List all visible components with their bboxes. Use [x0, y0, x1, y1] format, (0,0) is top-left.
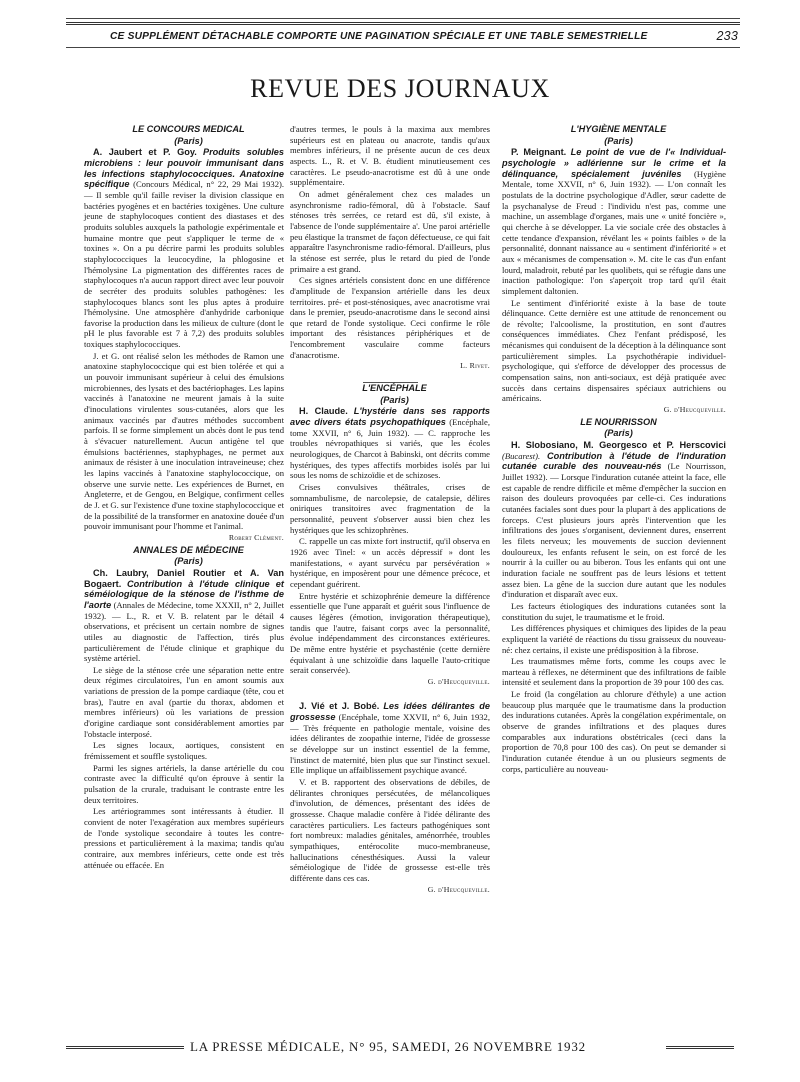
article-body: (Annales de Médecine, tome XXXII, n° 2, Juillet 1932). — L., R. et V. B. relatent par le détail 4 observations, et précisent un certain nombre de signes utiles au diagnostic de l'affection, tirés plus particulièrement de l'étude clinique et graphique du système artériel.	[84, 599, 284, 664]
article-authors: H. Claude.	[299, 406, 348, 417]
article-paragraph: Les facteurs étiologiques des indurations cutanées sont la constitution du sujet, le traumatisme et le froid.	[502, 600, 726, 622]
article-abstract	[84, 568, 284, 664]
article-signature: G. d'Heucqueville.	[663, 405, 726, 415]
article-authors: P. Meignant.	[511, 147, 567, 158]
article-authors: J. Vié et J. Bobé.	[299, 701, 380, 712]
article-authors: Ch. Laubry, Daniel Routier et A. Van Bogaert.	[84, 567, 284, 589]
article-signature: L. Rivet.	[460, 361, 490, 371]
header-text: CE SUPPLÉMENT DÉTACHABLE COMPORTE UNE PAGINATION SPÉCIALE ET UNE TABLE SEMESTRIELLE	[110, 31, 648, 42]
journal-name: LE NOURRISSON	[580, 416, 657, 427]
footer-rule-right	[666, 1046, 734, 1049]
article-paragraph: Les artériogrammes sont intéressants à étudier. Il convient de noter l'exagération aux membres supérieurs de l'onde systolique secondaire à toutes les contre-pressions et particulièrement à la maxima; tandis qu'au contraire, aux membres inférieurs, cette onde est très atténuée ou effacée. En	[84, 806, 284, 870]
article-abstract	[84, 147, 284, 349]
journal-city: (Paris)	[380, 394, 409, 405]
article-paragraph: On admet généralement chez ces malades un asynchronisme radio-fémoral, dû à l'obstacle. Sauf sténoses très serrées, ce retard est dû, s'il existe, à l'absence de l'onde supplémentaire a'. Une paroi artérielle peu élastique la transmet de façon défectueuse, ce qui fait apparaître l'asynchronisme radio-fémoral. D'ailleurs, plus la sténose est serrée, plus le retard du pied de l'onde primaire a est grand.	[290, 188, 490, 274]
article-title: Produits solubles microbiens : leur pouvoir immunisant dans les infections staphylococciques. Anatoxine spécifique	[84, 147, 284, 190]
journal-name: L'ENCÉPHALE	[362, 383, 427, 394]
article-title: Le point de vue de l'« Individual-psychologie » adlérienne sur le crime et la délinquance, spécialement juvéniles	[502, 147, 726, 179]
article-body: (Hygiène Mentale, tome XXVII, n° 6, Juin 1932). — L'on connaît les postulats de la doctrine psychologique d'Adler, sœur cadette de la psychanalyse de Freud : l'individu n'est pas, comme une machine, un assemblage d'organes, mais une « unité foncière », qui cherche à se développer. La vie sociale crée des obstacles à cette tendance d'expansion, révélant les « points faibles » de la personnalité, donnant naissance au « sentiment d'infériorité » et aux « mécanismes de compensation ». M. cite le cas d'un enfant lourd, maladroit, rebuté par les quolibets, qui se réfugie dans une inaction pathologique: l'on s'aperçoit trop tard qu'il était simplement daltonien.	[502, 168, 726, 296]
article-paragraph: Entre hystérie et schizophrénie demeure la différence essentielle que l'une apparaît et guérit sous l'influence de causes légères (émotion, invigoration thérapeutique), tandis que l'autre, faisant corps avec la personnalité, évolue indépendamment des circonstances extérieures. De même entre hystérie et psychasténie (cette dernière équivalant à une schizoïdie dans laquelle l'auto-critique serait conservée).	[290, 590, 490, 676]
article-body: (Le Nourrisson, Juillet 1932). — Lorsque l'induration cutanée atteint la face, elle est capable de rendre difficile et même d'empêcher la succion en raison des douleurs provoquées par celle-ci. Ces indurations cutanées faciales sont dues pour la plupart à des applications de forceps. C'est plusieurs jours après l'intervention que les infiltrations des joues s'organisent, deviennent dures, enserrent les filets nerveux; les mouvements de succion deviennent douloureux, les enfants refusent le sein, on est forcé de les nourrir à la cuiller ou au biberon. Tous les enfants qui ont une induration faciale ne souffrent pas de leurs lésions et tettent assez bien. La gêne de la succion dure autant que les nodules d'induration et disparaît avec eux.	[502, 461, 726, 600]
top-rule-thin	[66, 18, 740, 19]
column-middle	[290, 124, 490, 896]
footer-text: LA PRESSE MÉDICALE, N° 95, SAMEDI, 26 NOVEMBRE 1932	[190, 1039, 586, 1054]
article-title: Contribution à l'étude de l'induration cutanée curable des nouveau-nés	[502, 450, 726, 472]
column-left	[84, 124, 284, 871]
article-authors: H. Slobosiano, M. Georgesco et P. Herscovici	[511, 440, 726, 451]
journal-name: L'HYGIÈNE MENTALE	[570, 124, 667, 134]
article-paragraph: Les signes locaux, aortiques, consistent en frémissement et souffle systoliques.	[84, 740, 284, 762]
journal-city: (Paris)	[604, 135, 633, 146]
running-header	[60, 29, 740, 45]
running-footer	[60, 1039, 740, 1053]
article-place: (Bucarest).	[502, 450, 541, 461]
article-paragraph: C. rappelle un cas mixte fort instructif, qu'il observa en 1926 avec Tinel: « un accès dépressif » dont les manifestations, « ayant survécu par persévération » hystérique, en imposèrent pour une démence précoce, et cependant guérirent.	[290, 536, 490, 589]
footer-rule-left	[66, 1046, 184, 1049]
top-rule-double	[66, 22, 740, 25]
article-abstract	[502, 440, 726, 600]
article-paragraph: Le froid (la congélation au chlorure d'éthyle) a une action beaucoup plus marquée que le traumatisme dans la production des indurations cutanées. Après la congélation expérimentale, on observe de grandes infiltrations et des plaques dures comparables aux indurations obstétricales (ceci dans la proportion de 70,8 pour 100 des cas). On peut se demander si l'induration cutanée étendue à un ou plusieurs segments de corps, particulière au nouveau-	[502, 689, 726, 774]
article-paragraph: Parmi les signes artériels, la danse artérielle du cou contraste avec la difficulté qu'on éprouve à sentir la pulsation de la crurale, traduisant le contraste entre les deux territoires.	[84, 762, 284, 805]
header-rule	[66, 47, 740, 48]
journal-name: ANNALES DE MÉDECINE	[133, 544, 244, 555]
article-paragraph: Le sentiment d'infériorité existe à la base de toute délinquance. Cette dernière est une attitude de renoncement ou de révolte; l'alcoolisme, la prostitution, en sont d'autres conséquences immédiates. Chez l'enfant prédisposé, les mécanismes qui conduisent de la déception à la délinquance sont particulièrement simples. La psychothérapie individuel-psychologique, qui s'efforce de développer des processus de compensation sains, non anti-sociaux, est déjà pratiquée avec succès dans certains dispensaires spéciaux autrichiens ou américains.	[502, 297, 726, 404]
article-signature: Robert Clément.	[228, 532, 284, 542]
article-paragraph: Ces signes artériels consistent donc en une différence d'amplitude de l'expansion artérielle dans les deux territoires. pré- et post-sténosiques, avec anacrotisme vrai dans le premier, pseudo-anacrotisme dans le second ainsi que retard de l'onde systolique. Ceci confirme le rôle important des résistances périphériques et de l'encombrement vasculaire comme facteurs d'anacrotisme.	[290, 275, 490, 360]
article-paragraph: J. et G. ont réalisé selon les méthodes de Ramon une anatoxine staphylococcique qui est bien tolérée et qui a un pouvoir immunisant supérieur à celui des émulsions microbiennes, des lysats et des bactériophages. Les lapins vaccinés à l'anatoxine ne meurent jamais à la suite d'inoculations virulentes sous-cutanées, alors que les animaux vaccinés par d'autres méthodes succombent parfois. Il se forme simplement un abcès dont le pus tend à s'évacuer naturellement. Aucun antigène tel que émulsions bactériennes, staphyphages, ne permet aux animaux de résister à une inoculation intraveineuse; chez les lapins vaccinés à l'anatoxine staphylococcique, on observe une survie nette. Les expériences de Burnet, en Angleterre, et de Gengou, en Belgique, confirment celles de J. et G. sur l'existence d'une toxine staphylococcique et de la possibilité de la transformer en anatoxine douée d'un pouvoir immunisant pour l'homme et l'animal.	[84, 350, 284, 532]
article-abstract	[502, 147, 726, 296]
article-paragraph: Crises convulsives théâtrales, crises de somnambulisme, de narcolepsie, de catalepsie, délires oniriques transitoires avec fragmentation de la personnalité, peuvent s'observer aussi bien chez les hystériques que les schizophrènes.	[290, 482, 490, 535]
journal-city: (Paris)	[604, 428, 633, 439]
journal-city: (Paris)	[174, 135, 203, 146]
article-body: (Encéphale, tome XXVII, n° 6, Juin 1932). — C. rapproche les troubles névropathiques si variés, que les écoles neurologiques, de Charcot à Babinski, ont décrits comme hystériques, des types affectifs morbides isolés par lui sous les noms de schizoïdie et de schizoses.	[290, 417, 490, 481]
article-abstract	[290, 406, 490, 481]
journal-name: LE CONCOURS MEDICAL	[132, 124, 245, 134]
article-paragraph: V. et B. rapportent des observations de débiles, de délirantes chroniques persécutées, de mélancoliques d'involution, de démences, présentant des idées de grossesse. Chaque maladie confère à l'idée délirante des caractères particuliers. Les facteurs pathogéniques sont fort nombreux: maladies génitales, aménorrhée, troubles sympathiques, entérocolite muco-membraneuse, hallucinations cénesthésiques. Aussi la valeur séméiologique de l'idée de grossesse est-elle très différente dans ces cas.	[290, 777, 490, 883]
page-number: 233	[716, 29, 738, 43]
article-signature: G. d'Heucqueville.	[427, 676, 490, 686]
article-abstract	[290, 701, 490, 776]
journal-city: (Paris)	[174, 556, 203, 567]
column-right	[502, 124, 726, 775]
article-title: Contribution à l'étude clinique et séméiologique de la sténose de l'isthme de l'aorte	[84, 578, 284, 610]
page-title: REVUE DES JOURNAUX	[250, 74, 550, 103]
article-title: Les idées délirantes de grossesse	[290, 701, 490, 723]
article-body: (Concours Médical, n° 22, 29 Mai 1932). — Il semble qu'il faille reviser la division classique en bactéries pyogènes et en bactéries toxigènes. Une culture jeune de staphylocoques contient des diastases et des produits solubles auxquels la pathologie expérimentale et humaine montre que peut s'appliquer le terme de « toxines ». On a pu décrire parmi les produits solubles staphylococciques la leucocydine, la phlogosine et l'hémolysine La pigmentation des différentes races de staphylocoques n'a aucun rapport direct avec leur pouvoir de secréter des produits solubles pathogènes: les staphylocoques blancs sont les plus aptes à produire l'hémolysine. Une atmosphère d'anhydride carbonique favorise la production dans les milieux de culture (dont le pH le plus favorable est 7 à 7,2) des produits solubles toxiques staphylococciques.	[84, 179, 284, 350]
article-paragraph: Les traumatismes même forts, comme les coups avec le marteau à réflexes, ne déterminent que des infiltrations de faible intensité et seulement dans la proportion de 39 pour 100 des cas.	[502, 656, 726, 688]
article-title: L'hystérie dans ses rapports avec divers états psychopathiques	[290, 406, 490, 428]
article-paragraph: d'autres termes, le pouls à la maxima aux membres supérieurs est en plateau ou anacrote, tandis qu'aux membres inférieurs, il ne présente aucun de ces deux aspects. L., R. et V. B. étudient minutieusement ces caractères. Le pseudo-anacrotisme est dû à une onde supplémentaire.	[290, 124, 490, 188]
article-signature: G. d'Heucqueville.	[427, 884, 490, 894]
article-paragraph: Le siège de la sténose crée une séparation nette entre deux régimes circulatoires, l'un en amont soumis aux variations de pression de la pompe cardiaque (tête, cou et bras), l'autre en aval (partie du thorax, abdomen et membres inférieurs) où les variations de pression d'origine cardiaque sont considérablement amorties par l'obstacle interposé.	[84, 664, 284, 739]
article-paragraph: Les différences physiques et chimiques des lipides de la peau expliquent la variété de réactions du tissu graisseux du nouveau-né: chez certains, il existe une prédisposition à la fibrose.	[502, 623, 726, 655]
article-body: (Encéphale, tome XXVII, n° 6, Juin 1932, — Très fréquente en pathologie mentale, voisine des idées délirantes de zoopathie interne, l'idée de grossesse se développe sur un instinct essentiel de la femme, l'instinct de maternité, bien plus que sur l'instinct sexuel. Elle implique un affaiblissement psychique avancé.	[290, 712, 491, 776]
article-authors: A. Jaubert et P. Goy.	[93, 147, 197, 158]
